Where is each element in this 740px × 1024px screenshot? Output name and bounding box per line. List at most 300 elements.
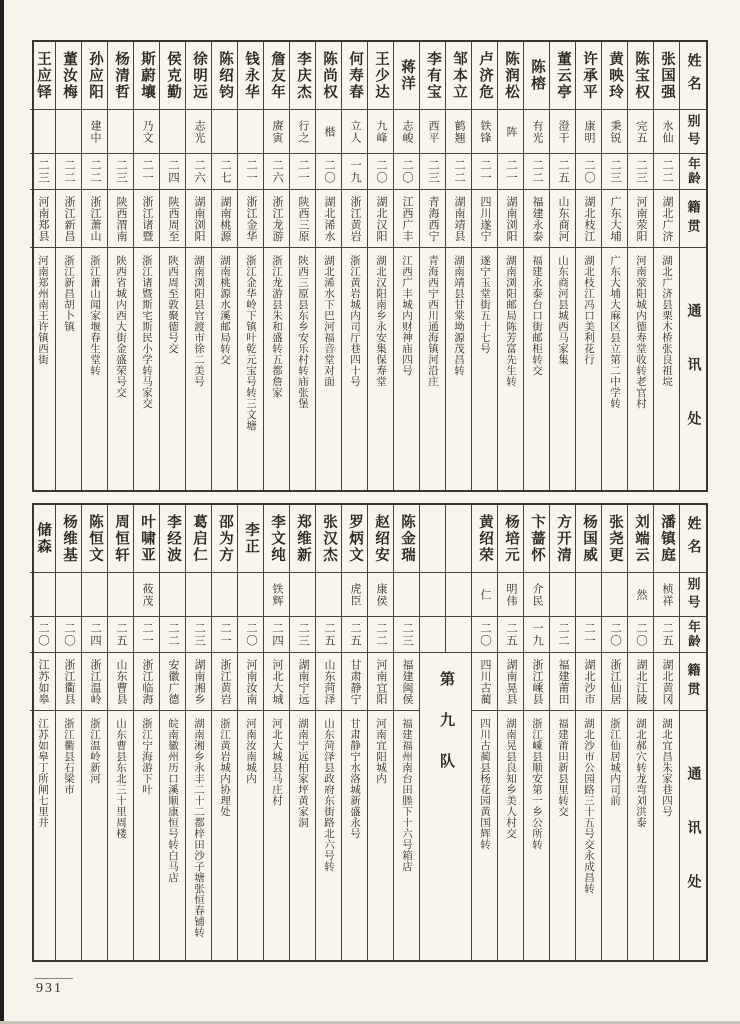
person-address: 浙江宁海游下叶 xyxy=(141,718,152,795)
person-alias: 明伟 xyxy=(498,573,523,617)
person-name: 王少达 xyxy=(368,42,393,110)
person-native-place: 河南郑县 xyxy=(30,190,55,248)
person-age: 二四 xyxy=(160,154,185,190)
person-column xyxy=(30,42,56,490)
person-alias xyxy=(30,110,55,154)
person-native-place: 河北大城 xyxy=(264,653,289,711)
person-column xyxy=(498,42,524,490)
person-alias xyxy=(160,110,185,154)
person-column xyxy=(524,42,550,490)
person-alias: 铁锋 xyxy=(472,110,497,154)
person-native-place: 浙江嵊县 xyxy=(524,653,549,711)
person-column xyxy=(446,42,472,490)
person-column xyxy=(160,505,186,960)
person-alias: 赓寅 xyxy=(264,110,289,154)
person-alias: 莜茂 xyxy=(134,573,159,617)
person-address: 陕西省城内西大街金盛荣号交 xyxy=(115,255,126,398)
person-address: 湖北宜昌朱家巷四号 xyxy=(661,718,672,817)
person-name: 陈榕 xyxy=(524,42,549,110)
person-name: 李庆杰 xyxy=(290,42,315,110)
person-native-place: 浙江新昌 xyxy=(56,190,81,248)
squad-divider-column xyxy=(420,505,472,960)
person-age: 二一 xyxy=(212,617,237,653)
person-alias: 鹤翘 xyxy=(446,110,471,154)
squad-divider-label: 第九队 xyxy=(438,671,454,794)
person-age: 二〇 xyxy=(316,154,341,190)
person-native-place: 福建闽侯 xyxy=(394,653,419,711)
person-age: 二一 xyxy=(576,617,601,653)
person-native-place: 山东商河 xyxy=(550,190,575,248)
person-age: 二一 xyxy=(498,154,523,190)
person-name: 何寿春 xyxy=(342,42,367,110)
person-alias: 然 xyxy=(628,573,653,617)
person-alias: 立人 xyxy=(342,110,367,154)
person-native-place: 福建永泰 xyxy=(524,190,549,248)
person-alias: 九峰 xyxy=(368,110,393,154)
person-age: 二二 xyxy=(56,154,81,190)
person-native-place: 浙江温岭 xyxy=(82,653,107,711)
person-age: 二四 xyxy=(264,617,289,653)
person-native-place: 湖南浏阳 xyxy=(186,190,211,248)
person-native-place: 浙江黄岩 xyxy=(212,653,237,711)
header-native: 籍贯 xyxy=(680,653,706,711)
person-age: 二七 xyxy=(212,154,237,190)
person-address: 湖南桃源水溪邮局转交 xyxy=(219,255,230,365)
person-name: 张汉杰 xyxy=(316,505,341,573)
person-age: 二〇 xyxy=(472,617,497,653)
person-name: 斯蔚壤 xyxy=(134,42,159,110)
scan-edge-artifact xyxy=(0,0,4,1024)
header-name: 姓名 xyxy=(680,505,706,573)
person-age: 二五 xyxy=(550,154,575,190)
header-alias: 别号 xyxy=(680,110,706,154)
header-address: 通讯处 xyxy=(685,303,701,465)
person-age: 二二 xyxy=(82,154,107,190)
person-age: 二〇 xyxy=(394,154,419,190)
person-name: 邵为方 xyxy=(212,505,237,573)
person-name: 陈润松 xyxy=(498,42,523,110)
person-name: 卢济危 xyxy=(472,42,497,110)
person-alias: 介民 xyxy=(524,573,549,617)
person-alias: 有光 xyxy=(524,110,549,154)
person-alias: 水仙 xyxy=(654,110,679,154)
person-column xyxy=(654,505,680,960)
person-native-place: 陕西三原 xyxy=(290,190,315,248)
person-address: 山东菏泽县政府东街路北六号转 xyxy=(323,718,334,872)
person-alias: 仁 xyxy=(472,573,497,617)
person-name: 侯克勤 xyxy=(160,42,185,110)
person-alias: 虎臣 xyxy=(342,573,367,617)
column-headers-top xyxy=(680,42,706,490)
person-alias xyxy=(316,573,341,617)
person-native-place: 浙江衢县 xyxy=(56,653,81,711)
person-name: 徐明远 xyxy=(186,42,211,110)
person-address: 福建福州南台田塍下十六号箱店 xyxy=(401,718,412,872)
person-age: 二三 xyxy=(108,154,133,190)
person-column xyxy=(56,505,82,960)
person-native-place: 湖北枝江 xyxy=(576,190,601,248)
person-alias: 西平 xyxy=(420,110,445,154)
person-address: 湖南宁远柏家坪黄家洞 xyxy=(297,718,308,828)
person-age: 二三 xyxy=(186,617,211,653)
page-number: 931 xyxy=(34,978,73,997)
person-address: 河南汝南城内 xyxy=(245,718,256,784)
person-age: 二〇 xyxy=(238,617,263,653)
person-native-place: 浙江临海 xyxy=(134,653,159,711)
person-column xyxy=(550,505,576,960)
person-alias: 澄干 xyxy=(550,110,575,154)
person-native-place: 浙江龙游 xyxy=(264,190,289,248)
person-alias: 康侯 xyxy=(368,573,393,617)
person-native-place: 湖南宁远 xyxy=(290,653,315,711)
person-age: 二〇 xyxy=(602,617,627,653)
person-age: 二五 xyxy=(498,617,523,653)
person-native-place: 湖南桃源 xyxy=(212,190,237,248)
person-column xyxy=(602,42,628,490)
person-column xyxy=(264,505,290,960)
person-native-place: 湖南浏阳 xyxy=(498,190,523,248)
person-column xyxy=(498,505,524,960)
person-address: 河南郑州南王许镇西街 xyxy=(37,255,48,365)
person-age: 二五 xyxy=(108,617,133,653)
person-column xyxy=(472,42,498,490)
person-alias: 乃文 xyxy=(134,110,159,154)
person-address: 湖北郝穴转龙弯刘洪泰 xyxy=(635,718,646,828)
header-native: 籍贯 xyxy=(680,190,706,248)
person-native-place: 广东大埔 xyxy=(602,190,627,248)
person-address: 浙江诸暨斯宅斯民小学转马家交 xyxy=(141,255,152,409)
person-age: 二一 xyxy=(238,154,263,190)
person-column xyxy=(134,505,160,960)
person-age: 二一 xyxy=(290,154,315,190)
person-name: 李有宝 xyxy=(420,42,445,110)
person-native-place: 湖南湘乡 xyxy=(186,653,211,711)
person-alias xyxy=(56,110,81,154)
person-column xyxy=(290,505,316,960)
person-age: 二四 xyxy=(82,617,107,653)
person-column xyxy=(368,42,394,490)
person-age: 二一 xyxy=(134,154,159,190)
person-name: 赵绍安 xyxy=(368,505,393,573)
person-native-place: 湖北汉阳 xyxy=(368,190,393,248)
person-name: 董云亭 xyxy=(550,42,575,110)
person-alias xyxy=(186,573,211,617)
person-age: 二二 xyxy=(524,154,549,190)
person-age: 二三 xyxy=(628,154,653,190)
divider-empty-cell xyxy=(420,573,471,617)
person-alias xyxy=(238,573,263,617)
person-alias xyxy=(290,573,315,617)
person-native-place: 四川古蔺 xyxy=(472,653,497,711)
divider-empty-cell xyxy=(420,617,471,653)
person-address: 河南宜阳城内 xyxy=(375,718,386,784)
person-address: 河北大城县马庄村 xyxy=(271,718,282,806)
person-column xyxy=(524,505,550,960)
person-age: 二三 xyxy=(420,154,445,190)
person-address: 浙江嵊县顺安第一乡公所转 xyxy=(531,718,542,850)
person-column xyxy=(186,505,212,960)
person-column xyxy=(628,505,654,960)
person-column xyxy=(56,42,82,490)
person-native-place: 山东菏泽 xyxy=(316,653,341,711)
person-address: 浙江仙居城内司前 xyxy=(609,718,620,806)
person-alias xyxy=(108,110,133,154)
person-alias: 楷 xyxy=(316,110,341,154)
header-address: 通讯处 xyxy=(685,766,701,928)
person-alias xyxy=(394,573,419,617)
person-address: 湖南浏阳县官渡市徐二美号 xyxy=(193,255,204,387)
person-native-place: 河南宜阳 xyxy=(368,653,393,711)
person-name: 陈金瑞 xyxy=(394,505,419,573)
person-native-place: 湖北浠水 xyxy=(316,190,341,248)
person-name: 杨国威 xyxy=(576,505,601,573)
person-name: 罗炳文 xyxy=(342,505,367,573)
person-name: 黄映玲 xyxy=(602,42,627,110)
person-age: 二一 xyxy=(134,617,159,653)
person-column xyxy=(108,42,134,490)
person-address: 湖北浠水下巴河福音堂对面 xyxy=(323,255,334,387)
person-name: 张国强 xyxy=(654,42,679,110)
person-address: 湖北沙市公园路三十五号交永成昌转 xyxy=(583,718,594,894)
person-native-place: 青海西宁 xyxy=(420,190,445,248)
person-name: 刘端云 xyxy=(628,505,653,573)
person-address: 四川古蔺县杨花园黄国辉转 xyxy=(479,718,490,850)
person-column xyxy=(316,42,342,490)
person-column xyxy=(82,505,108,960)
person-name: 孙应阳 xyxy=(82,42,107,110)
column-headers-bottom xyxy=(680,505,706,960)
person-address: 福建莆田新县里转交 xyxy=(557,718,568,817)
person-name: 蒋洋 xyxy=(394,42,419,110)
person-native-place: 浙江萧山 xyxy=(82,190,107,248)
person-age: 二二 xyxy=(368,617,393,653)
person-name: 许承平 xyxy=(576,42,601,110)
person-alias xyxy=(160,573,185,617)
person-age: 二一 xyxy=(472,154,497,190)
person-alias xyxy=(56,573,81,617)
person-name: 钱永华 xyxy=(238,42,263,110)
person-native-place: 江苏如皋 xyxy=(30,653,55,711)
person-alias xyxy=(30,573,55,617)
person-column xyxy=(264,42,290,490)
person-native-place: 河南汝南 xyxy=(238,653,263,711)
person-alias xyxy=(212,573,237,617)
person-address: 湖南浏阳邮局陈芳富先生转 xyxy=(505,255,516,387)
person-native-place: 湖北黄冈 xyxy=(654,653,679,711)
person-alias: 建中 xyxy=(82,110,107,154)
person-age: 二三 xyxy=(290,617,315,653)
person-native-place: 湖北江陵 xyxy=(628,653,653,711)
person-column xyxy=(238,42,264,490)
person-alias: 康明 xyxy=(576,110,601,154)
person-age: 二〇 xyxy=(368,154,393,190)
person-column xyxy=(160,42,186,490)
person-address: 浙江萧山闻家堰春生堂转 xyxy=(89,255,100,376)
person-name: 卞蔷怀 xyxy=(524,505,549,573)
person-name: 方开清 xyxy=(550,505,575,573)
person-address: 山东曹县东北三十里周楼 xyxy=(115,718,126,839)
person-native-place: 浙江金华 xyxy=(238,190,263,248)
person-column xyxy=(238,505,264,960)
person-address: 江苏如皋丁所闸七里井 xyxy=(37,718,48,828)
person-alias: 桢祥 xyxy=(654,573,679,617)
person-age: 二三 xyxy=(602,154,627,190)
person-name: 詹友年 xyxy=(264,42,289,110)
person-column xyxy=(602,505,628,960)
person-native-place: 甘肃静宁 xyxy=(342,653,367,711)
person-name: 杨维基 xyxy=(56,505,81,573)
person-age: 二〇 xyxy=(30,617,55,653)
person-alias xyxy=(212,110,237,154)
person-address: 福建永泰台口街邮柜转交 xyxy=(531,255,542,376)
person-address: 陕西三原县东乡安乐村转庙张堡 xyxy=(297,255,308,409)
person-age: 二六 xyxy=(186,154,211,190)
header-age: 年龄 xyxy=(680,154,706,190)
person-column xyxy=(290,42,316,490)
person-name: 李文纯 xyxy=(264,505,289,573)
person-column xyxy=(342,505,368,960)
person-name: 陈绍钧 xyxy=(212,42,237,110)
person-alias: 志光 xyxy=(186,110,211,154)
person-alias: 完五 xyxy=(628,110,653,154)
person-address: 浙江黄岩城内司厅巷四十号 xyxy=(349,255,360,387)
header-alias: 别号 xyxy=(680,573,706,617)
person-column xyxy=(30,505,56,960)
person-alias xyxy=(602,573,627,617)
person-alias xyxy=(576,573,601,617)
person-address: 遂宁玉堂街五十七号 xyxy=(479,255,490,354)
person-age: 二二 xyxy=(550,617,575,653)
person-name: 杨培元 xyxy=(498,505,523,573)
person-age: 二二 xyxy=(654,154,679,190)
person-column xyxy=(212,42,238,490)
person-native-place: 四川遂宁 xyxy=(472,190,497,248)
person-native-place: 湖北沙市 xyxy=(576,653,601,711)
person-native-place: 浙江仙居 xyxy=(602,653,627,711)
person-column xyxy=(368,505,394,960)
person-column xyxy=(394,505,420,960)
person-age: 二〇 xyxy=(56,617,81,653)
person-age: 二六 xyxy=(264,154,289,190)
person-age: 二三 xyxy=(30,154,55,190)
person-age: 二五 xyxy=(342,617,367,653)
person-column xyxy=(394,42,420,490)
person-age: 二三 xyxy=(394,617,419,653)
person-column xyxy=(316,505,342,960)
person-column xyxy=(472,505,498,960)
person-address: 湖南晃县良知乡美人村交 xyxy=(505,718,516,839)
person-native-place: 浙江黄岩 xyxy=(342,190,367,248)
person-address: 浙江金华岭下镇叶乾元宝号转三文塘 xyxy=(245,255,256,431)
person-native-place: 湖北广济 xyxy=(654,190,679,248)
directory-table-bottom xyxy=(32,503,708,962)
person-name: 李正 xyxy=(238,505,263,573)
person-age: 二〇 xyxy=(628,617,653,653)
person-column xyxy=(654,42,680,490)
person-name: 储森 xyxy=(30,505,55,573)
person-name: 张尧更 xyxy=(602,505,627,573)
person-native-place: 湖南靖县 xyxy=(446,190,471,248)
person-name: 李经波 xyxy=(160,505,185,573)
person-native-place: 陕西周至 xyxy=(160,190,185,248)
person-address: 湖南湘乡永丰二十二都梓田沙子塘张恒春铺转 xyxy=(193,718,204,938)
person-native-place: 湖南晃县 xyxy=(498,653,523,711)
person-alias: 志峻 xyxy=(394,110,419,154)
person-name: 陈恒文 xyxy=(82,505,107,573)
person-address: 山东商河县城西马家集 xyxy=(557,255,568,365)
person-column xyxy=(628,42,654,490)
person-address: 江西广丰城内财神庙四号 xyxy=(401,255,412,376)
person-name: 郑维新 xyxy=(290,505,315,573)
person-native-place: 浙江诸暨 xyxy=(134,190,159,248)
person-alias: 行之 xyxy=(290,110,315,154)
person-alias xyxy=(108,573,133,617)
person-column xyxy=(212,505,238,960)
person-address: 湖南靖县甘棠坳源茂昌转 xyxy=(453,255,464,376)
person-column xyxy=(576,42,602,490)
person-address: 广东大埔大麻区县立第二中学转 xyxy=(609,255,620,409)
person-age: 二二 xyxy=(446,154,471,190)
person-column xyxy=(186,42,212,490)
person-native-place: 福建莆田 xyxy=(550,653,575,711)
person-name: 黄绍荣 xyxy=(472,505,497,573)
person-native-place: 江西广丰 xyxy=(394,190,419,248)
person-column xyxy=(342,42,368,490)
person-address: 浙江新昌胡卜镇 xyxy=(63,255,74,332)
divider-empty-cell xyxy=(420,505,471,573)
person-address: 浙江温岭新河 xyxy=(89,718,100,784)
person-address: 湖北广济县栗木桥张良祖垸 xyxy=(661,255,672,387)
person-address: 陕西周至敦聚德号交 xyxy=(167,255,178,354)
person-column xyxy=(576,505,602,960)
person-name: 葛启仁 xyxy=(186,505,211,573)
person-age: 二〇 xyxy=(576,154,601,190)
person-name: 叶啸亚 xyxy=(134,505,159,573)
person-age: 一九 xyxy=(342,154,367,190)
person-address: 湖北汉阳南乡永安集保寿堂 xyxy=(375,255,386,387)
person-name: 邹本立 xyxy=(446,42,471,110)
person-name: 陈宝权 xyxy=(628,42,653,110)
person-name: 陈尚权 xyxy=(316,42,341,110)
person-alias: 铁辉 xyxy=(264,573,289,617)
person-address: 浙江衢县石梁市 xyxy=(63,718,74,795)
person-column xyxy=(550,42,576,490)
person-native-place: 安徽广德 xyxy=(160,653,185,711)
person-column xyxy=(82,42,108,490)
person-alias xyxy=(238,110,263,154)
person-native-place: 山东曹县 xyxy=(108,653,133,711)
person-address: 皖南徽州历口溪顺康恒号转白马店 xyxy=(167,718,178,883)
person-name: 王应铎 xyxy=(30,42,55,110)
person-alias xyxy=(550,573,575,617)
person-column xyxy=(420,42,446,490)
person-address: 湖北枝江冯口美利花行 xyxy=(583,255,594,365)
header-age: 年龄 xyxy=(680,617,706,653)
person-alias: 阵 xyxy=(498,110,523,154)
person-alias xyxy=(82,573,107,617)
person-name: 周恒轩 xyxy=(108,505,133,573)
person-age: 二五 xyxy=(654,617,679,653)
person-age: 二五 xyxy=(316,617,341,653)
person-column xyxy=(134,42,160,490)
person-address: 青海西宁西川通海镇河沿庄 xyxy=(427,255,438,387)
person-native-place: 陕西渭南 xyxy=(108,190,133,248)
person-address: 浙江黄岩城内协理处 xyxy=(219,718,230,817)
person-column xyxy=(108,505,134,960)
person-address: 河南荥阳城内德寿堂收转老官村 xyxy=(635,255,646,409)
person-name: 潘镇庭 xyxy=(654,505,679,573)
person-native-place: 河南荥阳 xyxy=(628,190,653,248)
